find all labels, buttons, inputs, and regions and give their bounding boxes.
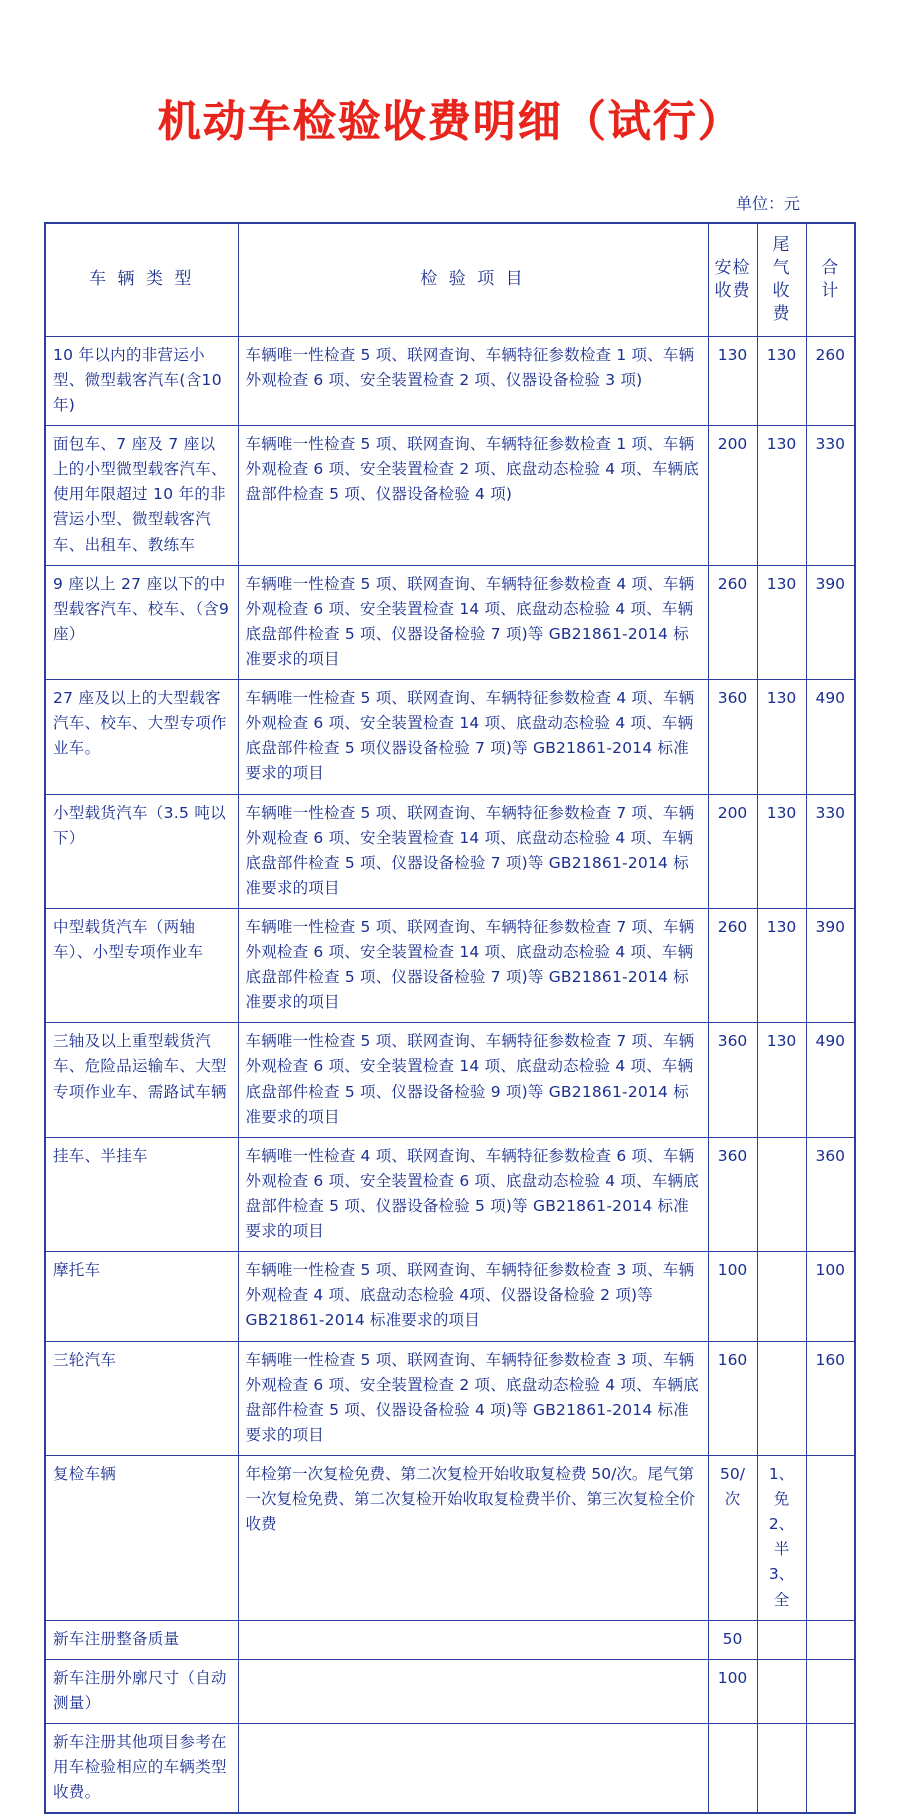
table-header: [45, 223, 855, 336]
cell-safety-fee: [708, 1724, 757, 1814]
table-row: [45, 1023, 855, 1137]
cell-inspection-items: 车辆唯一性检查 5 项、联网查询、车辆特征参数检查 1 项、车辆外观检查 6 项、安全装置检查 2 项、底盘动态检验 4 项、车辆底盘部件检查 5 项、仪器设备检验 4 项): [238, 426, 708, 566]
cell-vehicle-type: 中型载货汽车（两轴车）、小型专项作业车: [45, 908, 238, 1022]
cell-total: 390: [806, 908, 855, 1022]
cell-total: 360: [806, 1137, 855, 1251]
cell-vehicle-type: 9 座以上 27 座以下的中型载客汽车、校车、（含9座）: [45, 565, 238, 679]
cell-emission-fee: 1、 免2、 半3、 全: [757, 1456, 806, 1621]
cell-inspection-items: 车辆唯一性检查 5 项、联网查询、车辆特征参数检查 1 项、车辆外观检查 6 项、安全装置检查 2 项、仪器设备检验 3 项): [238, 336, 708, 425]
cell-safety-fee: 260: [708, 908, 757, 1022]
cell-safety-fee: 360: [708, 680, 757, 794]
cell-vehicle-type: 复检车辆: [45, 1456, 238, 1621]
cell-vehicle-type: 新车注册整备质量: [45, 1620, 238, 1659]
cell-inspection-items: 车辆唯一性检查 5 项、联网查询、车辆特征参数检查 7 项、车辆外观检查 6 项、安全装置检查 14 项、底盘动态检验 4 项、车辆底盘部件检查 5 项、仪器设备检验 9 项)等 GB21861-2014 标准要求的项目: [238, 1023, 708, 1137]
header-total-line2: 计: [821, 280, 840, 301]
cell-emission-fee: 130: [757, 1023, 806, 1137]
table-body: [45, 336, 855, 1813]
cell-emission-fee: 130: [757, 908, 806, 1022]
table-row: [45, 565, 855, 679]
cell-safety-fee: 200: [708, 794, 757, 908]
cell-emission-fee: 130: [757, 680, 806, 794]
cell-vehicle-type: 27 座及以上的大型载客汽车、校车、大型专项作业车。: [45, 680, 238, 794]
cell-total: 100: [806, 1252, 855, 1341]
cell-safety-fee: 100: [708, 1252, 757, 1341]
header-total: [806, 223, 855, 336]
cell-safety-fee: 200: [708, 426, 757, 566]
cell-inspection-items: [238, 1659, 708, 1723]
header-inspection-items: 检 验 项 目: [238, 223, 708, 336]
cell-inspection-items: 车辆唯一性检查 5 项、联网查询、车辆特征参数检查 4 项、车辆外观检查 6 项、安全装置检查 14 项、底盘动态检验 4 项、车辆底盘部件检查 5 项、仪器设备检验 7 项)等 GB21861-2014 标准要求的项目: [238, 565, 708, 679]
header-emission-fee: [757, 223, 806, 336]
cell-emission-fee: [757, 1341, 806, 1455]
cell-safety-fee: 360: [708, 1023, 757, 1137]
cell-inspection-items: [238, 1620, 708, 1659]
cell-safety-fee: 50: [708, 1620, 757, 1659]
cell-inspection-items: 车辆唯一性检查 5 项、联网查询、车辆特征参数检查 3 项、车辆外观检查 4 项、底盘动态检验 4项、仪器设备检验 2 项)等 GB21861-2014 标准要求的项目: [238, 1252, 708, 1341]
cell-emission-fee: 130: [757, 794, 806, 908]
cell-total: 490: [806, 1023, 855, 1137]
table-row: [45, 1341, 855, 1455]
cell-inspection-items: [238, 1724, 708, 1814]
cell-safety-fee: 50/次: [708, 1456, 757, 1621]
table-row: [45, 794, 855, 908]
cell-total: 330: [806, 794, 855, 908]
cell-total: [806, 1456, 855, 1621]
cell-vehicle-type: 面包车、7 座及 7 座以上的小型微型载客汽车、使用年限超过 10 年的非营运小型、微型载客汽车、出租车、教练车: [45, 426, 238, 566]
document-page: [0, 88, 900, 1802]
header-safety-fee-line2: 收费: [714, 280, 751, 301]
cell-safety-fee: 160: [708, 1341, 757, 1455]
cell-total: 490: [806, 680, 855, 794]
cell-emission-fee: [757, 1620, 806, 1659]
cell-safety-fee: 130: [708, 336, 757, 425]
cell-emission-fee: [757, 1659, 806, 1723]
cell-vehicle-type: 三轴及以上重型载货汽车、危险品运输车、大型专项作业车、需路试车辆: [45, 1023, 238, 1137]
cell-emission-fee: 130: [757, 426, 806, 566]
table-row: [45, 1659, 855, 1723]
cell-safety-fee: 100: [708, 1659, 757, 1723]
table-row: [45, 1620, 855, 1659]
cell-total: 330: [806, 426, 855, 566]
cell-inspection-items: 车辆唯一性检查 5 项、联网查询、车辆特征参数检查 4 项、车辆外观检查 6 项、安全装置检查 14 项、底盘动态检验 4 项、车辆底盘部件检查 5 项仪器设备检验 7 项)等 GB21861-2014 标准要求的项目: [238, 680, 708, 794]
cell-inspection-items: 车辆唯一性检查 5 项、联网查询、车辆特征参数检查 7 项、车辆外观检查 6 项、安全装置检查 14 项、底盘动态检验 4 项、车辆底盘部件检查 5 项、仪器设备检验 7 项)等 GB21861-2014 标准要求的项目: [238, 794, 708, 908]
cell-emission-fee: [757, 1252, 806, 1341]
cell-total: 160: [806, 1341, 855, 1455]
cell-total: 260: [806, 336, 855, 425]
cell-vehicle-type: 新车注册外廓尺寸（自动测量）: [45, 1659, 238, 1723]
cell-vehicle-type: 摩托车: [45, 1252, 238, 1341]
page-title: 机动车检验收费明细（试行）: [157, 97, 743, 147]
table-row: [45, 680, 855, 794]
cell-inspection-items: 车辆唯一性检查 5 项、联网查询、车辆特征参数检查 7 项、车辆外观检查 6 项、安全装置检查 14 项、底盘动态检验 4 项、车辆底盘部件检查 5 项、仪器设备检验 7 项)等 GB21861-2014 标准要求的项目: [238, 908, 708, 1022]
header-emission-fee-line2: 收 费: [772, 280, 791, 324]
cell-vehicle-type: 三轮汽车: [45, 1341, 238, 1455]
header-emission-fee-line1: 尾 气: [772, 235, 791, 278]
header-total-line1: 合: [821, 257, 840, 278]
cell-safety-fee: 360: [708, 1137, 757, 1251]
table-row: [45, 908, 855, 1022]
cell-vehicle-type: 10 年以内的非营运小型、微型载客汽车(含10年): [45, 336, 238, 425]
cell-total: [806, 1724, 855, 1814]
cell-vehicle-type: 挂车、半挂车: [45, 1137, 238, 1251]
table-row: [45, 336, 855, 425]
cell-vehicle-type: 小型载货汽车（3.5 吨以下）: [45, 794, 238, 908]
cell-emission-fee: 130: [757, 336, 806, 425]
table-row: [45, 1724, 855, 1814]
header-safety-fee-line1: 安检: [714, 257, 751, 278]
fee-table: [44, 222, 856, 1814]
table-row: [45, 1137, 855, 1251]
cell-inspection-items: 车辆唯一性检查 5 项、联网查询、车辆特征参数检查 3 项、车辆外观检查 6 项、安全装置检查 2 项、底盘动态检验 4 项、车辆底盘部件检查 5 项、仪器设备检验 4 项)等 GB21861-2014 标准要求的项目: [238, 1341, 708, 1455]
cell-emission-fee: [757, 1137, 806, 1251]
cell-total: [806, 1620, 855, 1659]
cell-safety-fee: 260: [708, 565, 757, 679]
cell-emission-fee: 130: [757, 565, 806, 679]
cell-emission-fee: [757, 1724, 806, 1814]
cell-inspection-items: 年检第一次复检免费、第二次复检开始收取复检费 50/次。尾气第一次复检免费、第二次复检开始收取复检费半价、第三次复检全价收费: [238, 1456, 708, 1621]
header-vehicle-type: 车 辆 类 型: [45, 223, 238, 336]
unit-note: 单位：元: [735, 194, 800, 213]
cell-total: 390: [806, 565, 855, 679]
table-row: [45, 1456, 855, 1621]
table-header-row: [45, 223, 855, 336]
cell-vehicle-type: 新车注册其他项目参考在用车检验相应的车辆类型收费。: [45, 1724, 238, 1814]
cell-total: [806, 1659, 855, 1723]
table-row: [45, 426, 855, 566]
cell-inspection-items: 车辆唯一性检查 4 项、联网查询、车辆特征参数检查 6 项、车辆外观检查 6 项、安全装置检查 6 项、底盘动态检验 4 项、车辆底盘部件检查 5 项、仪器设备检验 5 项)等 GB21861-2014 标准要求的项目: [238, 1137, 708, 1251]
table-row: [45, 1252, 855, 1341]
header-safety-fee: [708, 223, 757, 336]
